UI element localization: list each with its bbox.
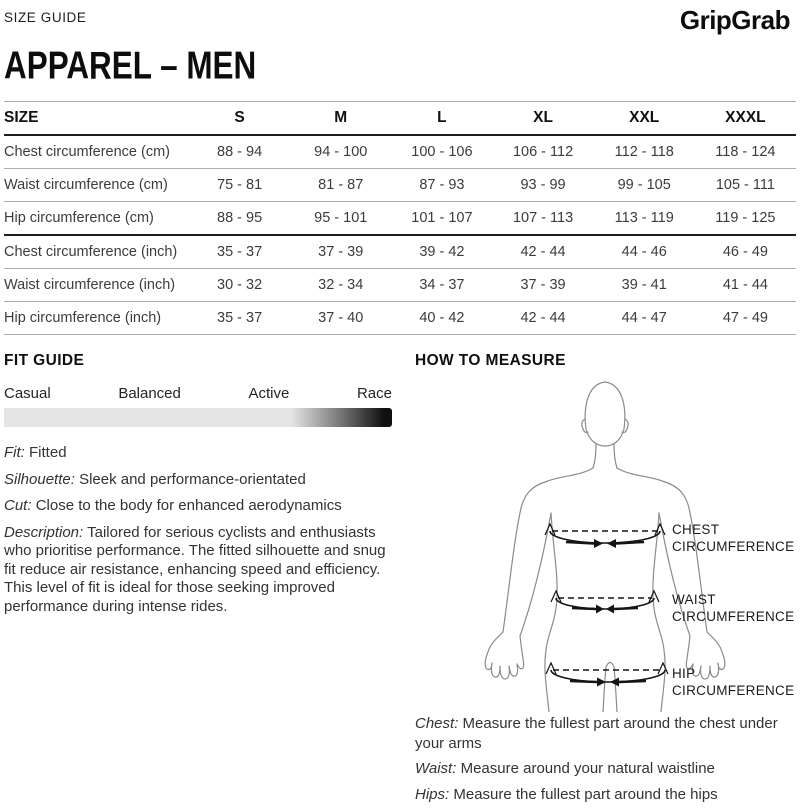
- table-cell: 30 - 32: [189, 269, 290, 302]
- fit-attribute-term: Cut :: [4, 497, 32, 514]
- fit-guide-section: [4, 352, 392, 624]
- instruction-term: Hips :: [415, 786, 449, 803]
- label-line: CIRCUMFERENCE: [672, 683, 795, 698]
- table-row: [4, 269, 796, 302]
- table-cell: 112 - 118: [594, 135, 695, 169]
- column-header: XL: [492, 102, 593, 136]
- column-header: XXXL: [695, 102, 796, 136]
- measuring-instructions: [415, 714, 787, 810]
- table-cell: 35 - 37: [189, 235, 290, 269]
- row-label: Chest circumference (cm): [4, 135, 189, 169]
- brand-logo: GripGrab: [679, 5, 790, 35]
- doc-label: SIZE GUIDE: [4, 10, 87, 25]
- fit-attribute: [4, 524, 392, 617]
- fit-attribute: [4, 444, 392, 463]
- hip-measure-line: [546, 663, 668, 687]
- table-cell: 37 - 39: [492, 269, 593, 302]
- table-cell: 75 - 81: [189, 169, 290, 202]
- table-cell: 39 - 41: [594, 269, 695, 302]
- table-cell: 107 - 113: [492, 202, 593, 236]
- label-line: CIRCUMFERENCE: [672, 539, 795, 554]
- fit-scale-label: Casual: [4, 385, 51, 402]
- table-row: [4, 202, 796, 236]
- chest-circumference-label: [672, 521, 794, 555]
- chest-measure-line: [545, 524, 665, 548]
- table-cell: 39 - 42: [391, 235, 492, 269]
- fit-attribute-text: Sleek and performance-orientated: [79, 470, 306, 488]
- row-label: Hip circumference (cm): [4, 202, 189, 236]
- fit-attribute: [4, 471, 392, 490]
- fit-scale-gradient-bar: [4, 408, 392, 427]
- table-cell: 99 - 105: [594, 169, 695, 202]
- instruction-text: Measure around your natural waistline: [460, 760, 715, 777]
- fit-attribute: [4, 497, 392, 516]
- table-cell: 113 - 119: [594, 202, 695, 236]
- table-cell: 93 - 99: [492, 169, 593, 202]
- measure-instruction: [415, 785, 787, 805]
- table-cell: 106 - 112: [492, 135, 593, 169]
- table-cell: 41 - 44: [695, 269, 796, 302]
- column-header: S: [189, 102, 290, 136]
- measure-instruction: [415, 714, 787, 753]
- label-line: CHEST: [672, 522, 720, 537]
- table-cell: 95 - 101: [290, 202, 391, 236]
- table-cell: 42 - 44: [492, 302, 593, 335]
- instruction-term: Waist :: [415, 760, 456, 777]
- column-header: M: [290, 102, 391, 136]
- how-to-measure-title: HOW TO MEASURE: [415, 352, 566, 369]
- table-cell: 40 - 42: [391, 302, 492, 335]
- fit-scale-labels: [4, 385, 392, 402]
- fit-attribute-text: Fitted: [29, 444, 67, 461]
- column-header: L: [391, 102, 492, 136]
- waist-measure-line: [551, 591, 659, 614]
- row-label: Hip circumference (inch): [4, 302, 189, 335]
- measure-instruction: [415, 759, 787, 779]
- table-cell: 81 - 87: [290, 169, 391, 202]
- table-cell: 42 - 44: [492, 235, 593, 269]
- fit-scale-label: Active: [248, 385, 290, 402]
- fit-attribute-text: Close to the body for enhanced aerodynamics: [35, 497, 342, 514]
- size-table: [4, 101, 796, 335]
- row-label: Chest circumference (inch): [4, 235, 189, 269]
- table-cell: 88 - 95: [189, 202, 290, 236]
- table-cell: 119 - 125: [695, 202, 796, 236]
- measurement-figure: [400, 372, 800, 712]
- table-cell: 35 - 37: [189, 302, 290, 335]
- table-cell: 47 - 49: [695, 302, 796, 335]
- table-cell: 37 - 40: [290, 302, 391, 335]
- table-cell: 87 - 93: [391, 169, 492, 202]
- label-line: WAIST: [672, 592, 716, 607]
- table-cell: 46 - 49: [695, 235, 796, 269]
- table-cell: 100 - 106: [391, 135, 492, 169]
- page-title: APPAREL – MEN: [4, 44, 257, 87]
- table-cell: 101 - 107: [391, 202, 492, 236]
- table-row: [4, 302, 796, 335]
- table-cell: 88 - 94: [189, 135, 290, 169]
- table-row: [4, 135, 796, 169]
- table-cell: 118 - 124: [695, 135, 796, 169]
- fit-scale-label: Race: [356, 385, 392, 402]
- table-row: [4, 235, 796, 269]
- column-header: SIZE: [4, 102, 189, 136]
- table-cell: 105 - 111: [695, 169, 796, 202]
- table-cell: 44 - 47: [594, 302, 695, 335]
- size-table-header-row: [4, 102, 796, 136]
- waist-circumference-label: [672, 591, 794, 625]
- fit-scale-label: Balanced: [118, 385, 181, 402]
- table-cell: 37 - 39: [290, 235, 391, 269]
- fit-attribute-text: Tailored for serious cyclists and enthusiasts who prioritise performance. The fitted silhouette and snug fit reduce air resistance, enhancing speed and efficiency. This level of fit is ideal for those seeking improved performance during intense rides.: [4, 523, 386, 615]
- instruction-term: Chest :: [415, 715, 458, 732]
- table-cell: 32 - 34: [290, 269, 391, 302]
- instruction-text: Measure the fullest part around the chest under your arms: [415, 715, 778, 752]
- table-row: [4, 169, 796, 202]
- fit-guide-title: FIT GUIDE: [4, 352, 85, 369]
- column-header: XXL: [594, 102, 695, 136]
- table-cell: 94 - 100: [290, 135, 391, 169]
- fit-attribute-term: Fit :: [4, 444, 25, 461]
- how-to-measure-section: [415, 352, 795, 370]
- label-line: HIP: [672, 666, 696, 681]
- fit-attribute-term: Description :: [4, 524, 83, 541]
- instruction-text: Measure the fullest part around the hips: [453, 785, 718, 803]
- fit-attribute-term: Silhouette :: [4, 471, 75, 488]
- row-label: Waist circumference (inch): [4, 269, 189, 302]
- table-cell: 34 - 37: [391, 269, 492, 302]
- table-cell: 44 - 46: [594, 235, 695, 269]
- row-label: Waist circumference (cm): [4, 169, 189, 202]
- hip-circumference-label: [672, 665, 794, 699]
- label-line: CIRCUMFERENCE: [672, 609, 795, 624]
